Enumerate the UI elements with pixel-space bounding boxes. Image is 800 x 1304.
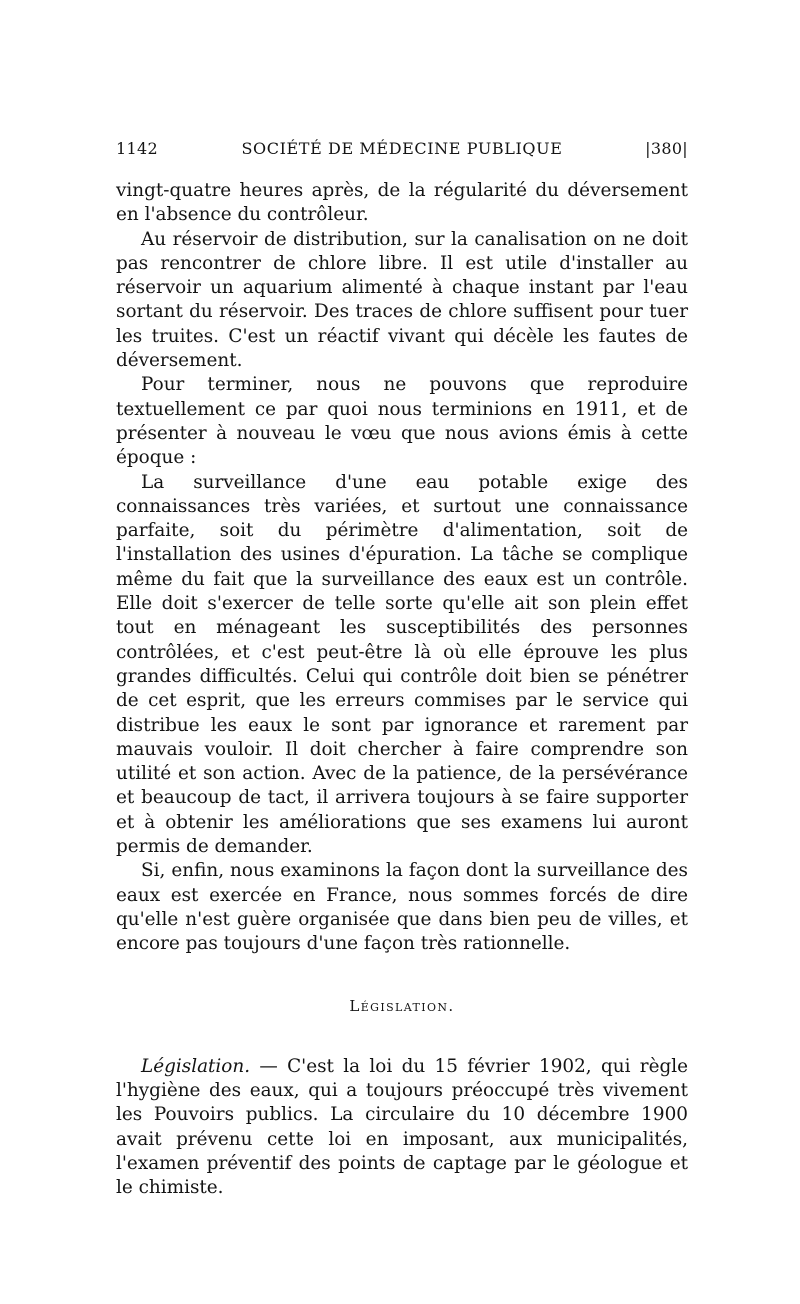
paragraph-continuation: vingt-quatre heures après, de la régularité du déversement en l'absence du contrôleur. xyxy=(116,180,688,226)
page-number: 1142 xyxy=(116,139,158,158)
paragraph-reservoir: Au réservoir de distribution, sur la canalisation on ne doit pas rencontrer de chlore libre. Il est utile d'installer au réservoir un aquarium alimenté à chaque instant par l'eau sortant du réservoir. Des traces de chlore suffisent pour tuer les truites. C'est un réactif vivant qui décèle les fautes de déversement. xyxy=(116,228,688,372)
run-in-heading: Législation. xyxy=(141,1055,251,1077)
book-page xyxy=(116,137,688,1201)
running-head xyxy=(116,137,688,163)
paragraph-legislation xyxy=(116,1055,688,1201)
section-heading: Législation. xyxy=(349,996,455,1015)
paragraph-france: Si, enfin, nous examinons la façon dont la surveillance des eaux est exercée en France, nous sommes forcés de dire qu'elle n'est guère organisée que dans bien peu de villes, et encore pas toujours d'une façon très rationnelle. xyxy=(116,860,688,955)
legislation-text: — C'est la loi du 15 février 1902, qui règle l'hygiène des eaux, qui a toujours préoccupé très vivement les Pouvoirs publics. La circulaire du 10 décembre 1900 avait prévenu cette loi en imposant, aux municipalités, l'examen préventif des points de captage par le géologue et le chimiste. xyxy=(116,1055,688,1199)
running-title: SOCIÉTÉ DE MÉDECINE PUBLIQUE xyxy=(241,139,563,158)
body-text xyxy=(116,179,688,1201)
page-reference: |380| xyxy=(645,139,688,158)
paragraph-surveillance: La surveillance d'une eau potable exige des connaissances très variées, et surtout une connaissance parfaite, soit du périmètre d'alimentation, soit de l'installation des usines d'épuration. La tâche se complique même du fait que la surveillance des eaux est un contrôle. Elle doit s'exercer de telle sorte qu'elle ait son plein effet tout en ménageant les susceptibilités des personnes contrôlées, et c'est peut-être là où elle éprouve les plus grandes difficultés. Celui qui contrôle doit bien se pénétrer de cet esprit, que les erreurs commises par le service qui distribue les eaux le sont par ignorance et rarement par mauvais vouloir. Il doit chercher à faire comprendre son utilité et son action. Avec de la patience, de la persévérance et beaucoup de tact, il arrivera toujours à se faire supporter et à obtenir les améliorations que ses examens lui auront permis de demander. xyxy=(116,471,688,858)
paragraph-conclusion: Pour terminer, nous ne pouvons que reproduire textuellement ce par quoi nous terminions en 1911, et de présenter à nouveau le vœu que nous avions émis à cette époque : xyxy=(116,374,688,469)
